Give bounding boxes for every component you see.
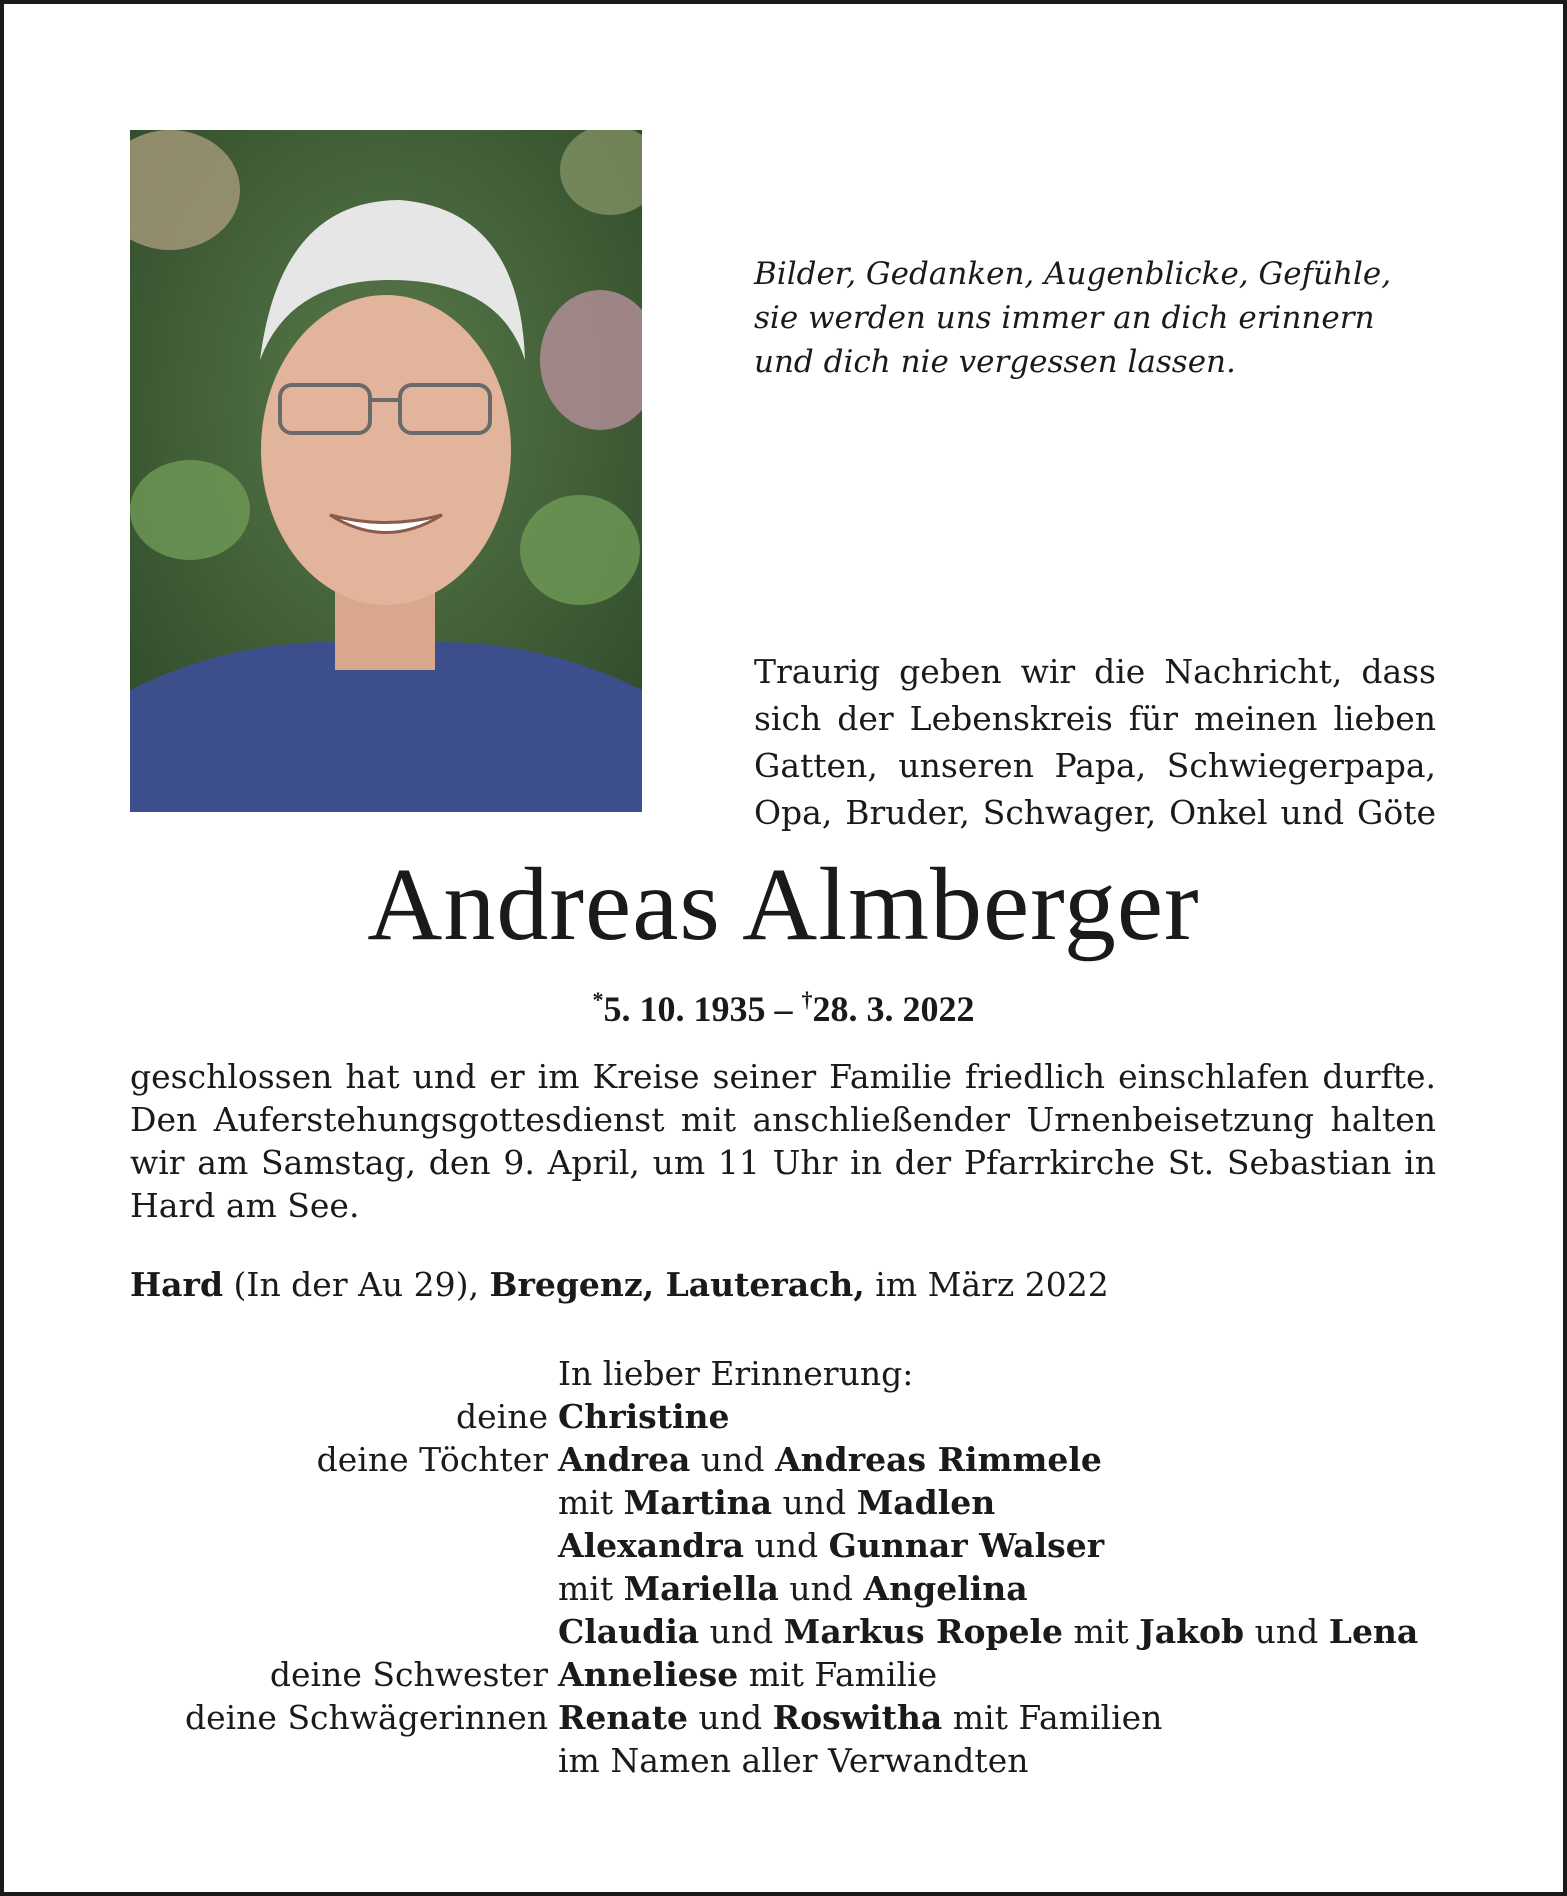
life-dates (0, 977, 1567, 1032)
intro-line: sich der Lebenskreis für meinen lieben (754, 699, 1436, 738)
family-connector: im Namen aller Verwandten (558, 1741, 1029, 1780)
family-relation-label (130, 1739, 558, 1782)
family-connector: und (772, 1483, 857, 1522)
birth-symbol: * (592, 987, 604, 1012)
body-line: Den Auferstehungsgottesdienst mit anschließender Urnenbeisetzung halten (130, 1100, 1436, 1139)
place-date: im März 2022 (875, 1265, 1109, 1304)
body-line: Hard am See. (130, 1186, 360, 1225)
family-member-name: Anneliese (558, 1655, 739, 1694)
portrait-photo (130, 130, 642, 812)
birth-date: 5. 10. 1935 (603, 989, 766, 1029)
family-connector: und (778, 1569, 864, 1608)
family-member-name: Jakob (1139, 1612, 1245, 1651)
family-member-name: Christine (558, 1397, 730, 1436)
family-member-name: Gunnar Walser (828, 1526, 1105, 1565)
family-member-name: Martina (623, 1483, 773, 1522)
family-members (558, 1696, 1162, 1739)
family-row (130, 1438, 1470, 1481)
family-members (558, 1481, 995, 1524)
family-relation-label (130, 1524, 558, 1567)
family-row (130, 1524, 1470, 1567)
family-member-name: Andreas Rimmele (775, 1440, 1102, 1479)
place-town: Hard (130, 1265, 224, 1304)
family-relation-label: deine (456, 1397, 548, 1436)
family-connector: und (699, 1612, 784, 1651)
family-members (558, 1567, 1028, 1610)
family-members (558, 1653, 937, 1696)
family-connector: und (690, 1440, 776, 1479)
family-heading-row (130, 1352, 1470, 1395)
death-symbol: † (801, 987, 813, 1012)
family-members (558, 1610, 1418, 1653)
family-connector: mit (558, 1569, 624, 1608)
family-row (130, 1653, 1470, 1696)
family-relation-label: deine Töchter (316, 1440, 548, 1479)
intro-line: Gatten, unseren Papa, Schwiegerpapa, (754, 746, 1436, 785)
family-relation-label: deine Schwester (269, 1655, 548, 1694)
family-row (130, 1395, 1470, 1438)
family-relation-label (130, 1567, 558, 1610)
family-member-name: Markus Ropele (783, 1612, 1064, 1651)
intro-line: Opa, Bruder, Schwager, Onkel und Göte (754, 793, 1436, 832)
family-member-name: Mariella (623, 1569, 779, 1608)
family-members (558, 1438, 1102, 1481)
family-row (130, 1610, 1470, 1653)
intro-line: Traurig geben wir die Nachricht, dass (754, 652, 1436, 691)
family-member-name: Angelina (863, 1569, 1028, 1608)
family-connector: mit (1063, 1612, 1140, 1651)
place-others: Bregenz, Lauterach, (489, 1265, 865, 1304)
place-address: (In der Au 29), (233, 1265, 480, 1304)
body-line: wir am Samstag, den 9. April, um 11 Uhr in der Pfarrkirche St. Sebastian in (130, 1143, 1436, 1182)
family-connector: und (1244, 1612, 1329, 1651)
body-text (130, 1055, 1436, 1227)
family-connector: mit Familien (942, 1698, 1163, 1737)
family-row (130, 1481, 1470, 1524)
family-connector: und (688, 1698, 773, 1737)
family-members (558, 1395, 730, 1438)
family-member-name: Claudia (558, 1612, 700, 1651)
family-connector: mit (558, 1483, 624, 1522)
place-and-date (130, 1263, 1109, 1307)
family-heading: In lieber Erinnerung: (558, 1354, 914, 1393)
family-connector: und (744, 1526, 829, 1565)
family-connector: mit Familie (738, 1655, 938, 1694)
poem-line: Bilder, Gedanken, Augenblicke, Gefühle, (754, 256, 1392, 292)
portrait-photo-icon (130, 130, 642, 812)
family-members (558, 1739, 1028, 1782)
family-members (558, 1524, 1104, 1567)
poem-line: und dich nie vergessen lassen. (754, 344, 1236, 380)
family-member-name: Renate (558, 1698, 689, 1737)
family-row (130, 1739, 1470, 1782)
family-relation-label (130, 1610, 558, 1653)
family-row (130, 1696, 1470, 1739)
date-dash: – (774, 989, 793, 1029)
family-row (130, 1567, 1470, 1610)
deceased-name: Andreas Almberger (367, 847, 1200, 962)
body-line: geschlossen hat und er im Kreise seiner Familie friedlich einschlafen durfte. (130, 1057, 1436, 1096)
intro-text (754, 648, 1436, 836)
death-date: 28. 3. 2022 (812, 989, 975, 1029)
family-list (130, 1352, 1470, 1782)
poem-line: sie werden uns immer an dich erinnern (754, 300, 1375, 336)
family-relation-label (130, 1481, 558, 1524)
family-member-name: Andrea (558, 1440, 691, 1479)
poem (754, 252, 1454, 384)
family-member-name: Lena (1328, 1612, 1419, 1651)
family-member-name: Roswitha (772, 1698, 943, 1737)
family-member-name: Madlen (856, 1483, 996, 1522)
family-member-name: Alexandra (558, 1526, 745, 1565)
family-relation-label: deine Schwägerinnen (184, 1698, 548, 1737)
